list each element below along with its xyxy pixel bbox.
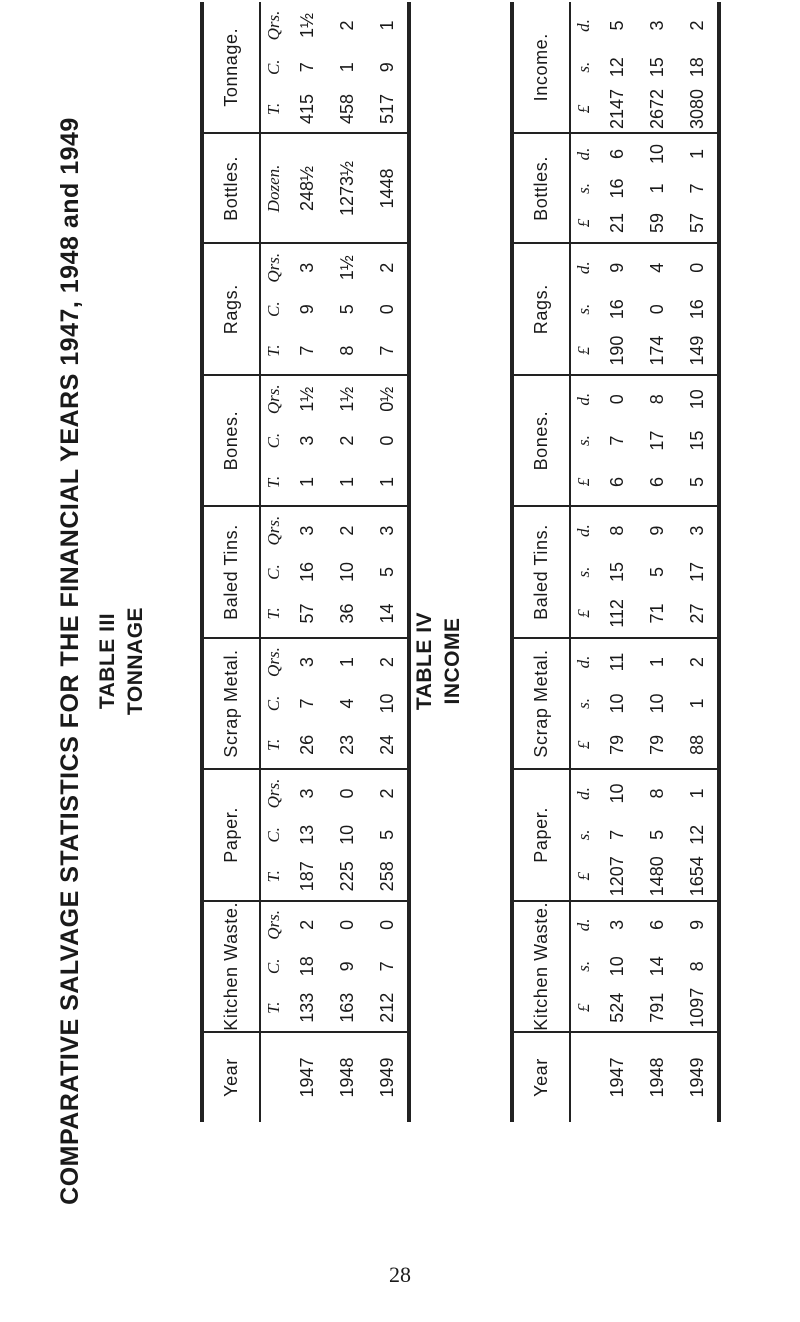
units-row [570, 2, 597, 1122]
year-cell: 1947 [606, 1057, 627, 1098]
column-header: Tonnage. [202, 2, 260, 133]
unit-cell: £s.d. [570, 2, 597, 133]
units-row [260, 2, 287, 1122]
rags-cell: 851½ [327, 243, 367, 374]
unit-cell: T.C.Qrs. [260, 375, 287, 506]
scrap-cell: 2341 [327, 638, 367, 769]
table4-subtitle: INCOME [441, 617, 464, 705]
income-cell: 2672153 [637, 2, 677, 133]
unit-cell: T.C.Qrs. [260, 243, 287, 374]
unit-cell: £s.d. [570, 901, 597, 1032]
unit-cell: £s.d. [570, 769, 597, 900]
paper-cell: 187133 [287, 769, 327, 900]
tonnage-cell: 51791 [367, 2, 409, 133]
column-header: Rags. [512, 243, 570, 374]
table4-label: TABLE IV [413, 611, 436, 711]
income-cell: 2147125 [597, 2, 637, 133]
column-header: Bones. [202, 375, 260, 506]
bones-cell: 121½ [327, 375, 367, 506]
unit-cell: £s.d. [570, 243, 597, 374]
column-header: Year [512, 1032, 570, 1122]
bottles-cell: 1273½ [327, 133, 367, 243]
column-header: Bottles. [512, 133, 570, 243]
tonnage-cell: 45812 [327, 2, 367, 133]
tins-cell: 112158 [597, 506, 637, 637]
column-header: Baled Tins. [202, 506, 260, 637]
bottles-cell: 1448 [367, 133, 409, 243]
rags-cell: 149160 [677, 243, 719, 374]
column-header: Scrap Metal. [512, 638, 570, 769]
kitchen-cell: 133182 [287, 901, 327, 1032]
column-header: Paper. [512, 769, 570, 900]
rags-cell: 793 [287, 243, 327, 374]
paper-cell: 148058 [637, 769, 677, 900]
paper-cell: 1207710 [597, 769, 637, 900]
unit-cell: £s.d. [570, 133, 597, 243]
table-row [327, 2, 367, 1122]
column-header: Scrap Metal. [202, 638, 260, 769]
tins-cell: 57163 [287, 506, 327, 637]
unit-cell: T.C.Qrs. [260, 506, 287, 637]
column-header: Year [202, 1032, 260, 1122]
column-header: Income. [512, 2, 570, 133]
table-row [287, 2, 327, 1122]
unit-cell: £s.d. [570, 638, 597, 769]
kitchen-cell: 16390 [327, 901, 367, 1032]
tins-cell: 36102 [327, 506, 367, 637]
unit-cell: T.C.Qrs. [260, 2, 287, 133]
tins-cell: 1453 [367, 506, 409, 637]
scrap-cell: 791011 [597, 638, 637, 769]
bones-cell: 51510 [677, 375, 719, 506]
year-cell: 1949 [686, 1057, 707, 1098]
scrap-cell: 79101 [637, 638, 677, 769]
kitchen-cell: 524103 [597, 901, 637, 1032]
bones-cell: 6178 [637, 375, 677, 506]
table3-label: TABLE III [96, 612, 119, 710]
year-cell: 1948 [336, 1057, 357, 1098]
bones-cell: 100½ [367, 375, 409, 506]
income-table [510, 2, 721, 1122]
bones-cell: 670 [597, 375, 637, 506]
table-row [367, 2, 409, 1122]
paper-cell: 1654121 [677, 769, 719, 900]
table-header-row [202, 2, 260, 1122]
tonnage-table [200, 2, 411, 1122]
kitchen-cell: 791146 [637, 901, 677, 1032]
year-cell: 1947 [296, 1057, 317, 1098]
column-header: Bones. [512, 375, 570, 506]
bottles-cell: 5771 [677, 133, 719, 243]
rags-cell: 17404 [637, 243, 677, 374]
table-header-row [512, 2, 570, 1122]
column-header: Paper. [202, 769, 260, 900]
rags-cell: 702 [367, 243, 409, 374]
table-row [597, 2, 637, 1122]
unit-cell: T.C.Qrs. [260, 769, 287, 900]
column-header: Bottles. [202, 133, 260, 243]
year-cell: 1948 [646, 1057, 667, 1098]
paper-cell: 225100 [327, 769, 367, 900]
scrap-cell: 24102 [367, 638, 409, 769]
unit-cell: T.C.Qrs. [260, 638, 287, 769]
tins-cell: 27173 [677, 506, 719, 637]
column-header: Kitchen Waste. [512, 901, 570, 1032]
bones-cell: 131½ [287, 375, 327, 506]
page-number: 28 [389, 1262, 411, 1287]
bottles-cell: 248½ [287, 133, 327, 243]
paper-cell: 25852 [367, 769, 409, 900]
unit-cell: T.C.Qrs. [260, 901, 287, 1032]
bottles-cell: 21166 [597, 133, 637, 243]
scrap-cell: 2673 [287, 638, 327, 769]
kitchen-cell: 109789 [677, 901, 719, 1032]
rags-cell: 190169 [597, 243, 637, 374]
unit-cell: £s.d. [570, 375, 597, 506]
scrap-cell: 8812 [677, 638, 719, 769]
tins-cell: 7159 [637, 506, 677, 637]
table-row [637, 2, 677, 1122]
year-cell: 1949 [376, 1057, 397, 1098]
column-header: Baled Tins. [512, 506, 570, 637]
column-header: Kitchen Waste. [202, 901, 260, 1032]
table-row [677, 2, 719, 1122]
table3-subtitle: TONNAGE [124, 606, 147, 716]
unit-cell: Dozen. [260, 133, 287, 243]
kitchen-cell: 21270 [367, 901, 409, 1032]
page-title: COMPARATIVE SALVAGE STATISTICS FOR THE FINANCIAL YEARS 1947, 1948 and 1949 [56, 117, 84, 1205]
unit-cell: £s.d. [570, 506, 597, 637]
income-cell: 3080182 [677, 2, 719, 133]
column-header: Rags. [202, 243, 260, 374]
bottles-cell: 59110 [637, 133, 677, 243]
tonnage-cell: 41571½ [287, 2, 327, 133]
